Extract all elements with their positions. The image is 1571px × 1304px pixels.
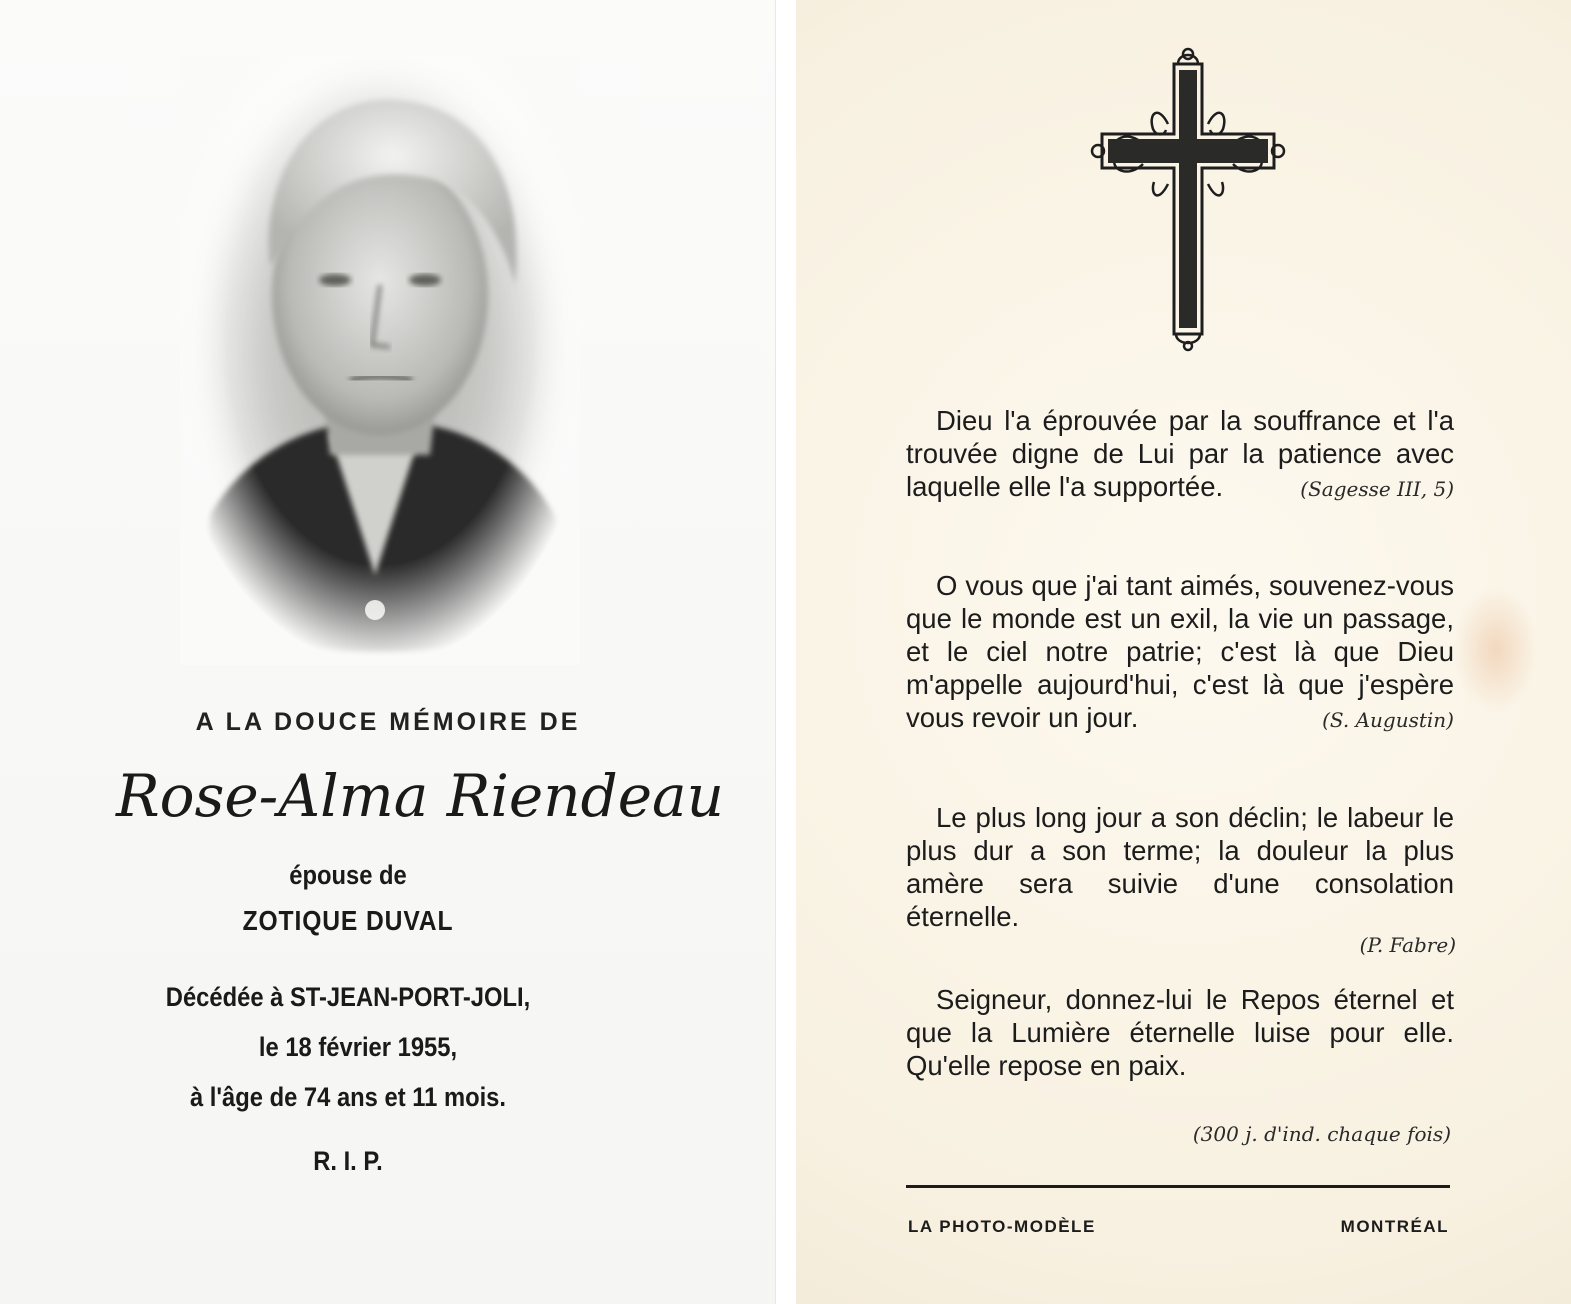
prayer-text: O vous que j'ai tant aimés, souvenez-vous que le monde est un exil, la vie un passage, et le ciel notre patrie; c'est là que Dieu m'appelle aujourd'hui, c'est là que j'espère vous revoir un jour. [906, 570, 1454, 733]
prayer-text: Seigneur, donnez-lui le Repos éternel et que la Lumière éternelle luise pour elle. Qu'elle repose en paix. [906, 984, 1454, 1081]
prayer-paragraph [906, 404, 1454, 506]
prayer-citation: (S. Augustin) [1322, 708, 1454, 732]
prayer-paragraph [906, 983, 1454, 1082]
ornate-cross-icon [1088, 44, 1288, 354]
rip-text: R. I. P. [313, 1146, 383, 1176]
prayer-paragraph [906, 801, 1454, 933]
publisher-name: LA PHOTO-MODÈLE [908, 1217, 1096, 1236]
publisher-city: MONTRÉAL [1340, 1217, 1449, 1236]
memorial-intro: A LA DOUCE MÉMOIRE DE [195, 708, 581, 736]
spouse-label: épouse de [289, 860, 407, 890]
prayer-paragraph [906, 569, 1454, 737]
death-place: Décédée à ST-JEAN-PORT-JOLI, [165, 982, 531, 1012]
indulgence-note: (300 j. d'ind. chaque fois) [1192, 1122, 1451, 1146]
prayer-text: Dieu l'a éprouvée par la souffrance et l'a trouvée digne de Lui par la patience avec laquelle elle l'a supportée. [906, 405, 1454, 502]
memorial-card-back [796, 0, 1571, 1304]
deceased-name: Rose-Alma Riendeau [115, 762, 724, 830]
spouse-name: ZOTIQUE DUVAL [242, 905, 454, 936]
prayer-text: Le plus long jour a son déclin; le labeur le plus dur a son terme; la douleur la plus amère sera suivie d'une consolation éternelle. [906, 802, 1454, 932]
memorial-card-front [0, 0, 776, 1304]
prayer-citation: (Sagesse III, 5) [1300, 477, 1454, 501]
divider-rule [906, 1185, 1450, 1188]
age-at-death: à l'âge de 74 ans et 11 mois. [189, 1082, 507, 1112]
death-date: le 18 février 1955, [258, 1032, 458, 1062]
prayer-citation: (P. Fabre) [1359, 933, 1456, 957]
portrait-photo [180, 55, 580, 665]
